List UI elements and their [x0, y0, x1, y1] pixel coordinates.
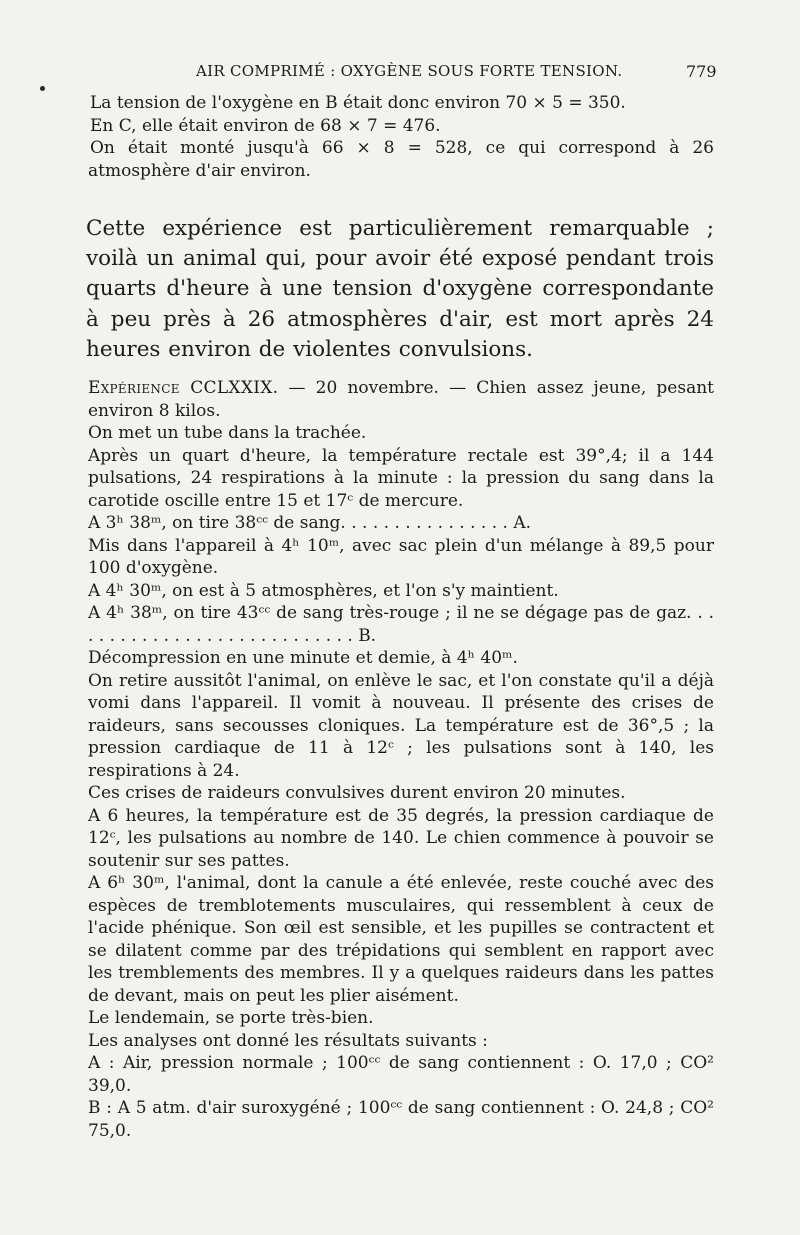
paragraph-next-day: Le lendemain, se porte très-bien.: [88, 1008, 374, 1029]
paragraph-tremors: A 6ʰ 30ᵐ, l'animal, dont la canule a été enlevée, reste couché avec des espèces de tremblotements musculaires, qui ressemblent à ceux de l'acide phénique. Son œil est sensible, et les pupilles se contractent et se dilatent comme par des trépidations qui semblent en rapport avec les tremblements des membres. Il y a quelques raideurs dans les pattes de devant, mais on peut les plier aisément.: [88, 873, 714, 1006]
running-header: [0, 62, 800, 84]
paragraph-analyses-intro: Les analyses ont donné les résultats suivants :: [88, 1030, 488, 1051]
experiment-heading: [88, 377, 714, 422]
paragraph-tension-b: La tension de l'oxygène en B était donc environ 70 × 5 = 350.: [90, 93, 626, 113]
paragraph-five-atm: A 4ʰ 30ᵐ, on est à 5 atmosphères, et l'on s'y maintient.: [88, 580, 559, 601]
paragraph-sample-a: A 3ʰ 38ᵐ, on tire 38ᶜᶜ de sang. . . . . . . . . . . . . . . . A.: [88, 513, 532, 534]
paragraph-initial-state: Après un quart d'heure, la température rectale est 39°,4; il a 144 pulsations, 24 respirations à la minute : la pression du sang dans la carotide oscille entre 15 et 17ᶜ de mercure.: [88, 445, 714, 511]
paragraph-decompression: Décompression en une minute et demie, à 4ʰ 40ᵐ.: [88, 648, 518, 669]
remark-paragraph: Cette expérience est particulièrement remarquable ; voilà un animal qui, pour avoir été exposé pendant trois quarts d'heure à une tension d'oxygène correspondante à peu près à 26 atmosphères d'air, est mort après 24 heures environ de violentes convulsions.: [86, 216, 714, 362]
paragraph-tension-c: En C, elle était environ de 68 × 7 = 476.: [90, 115, 441, 136]
paragraph-tube: On met un tube dans la trachée.: [88, 423, 367, 444]
experiment-number: Expérience CCLXXIX.: [88, 378, 279, 399]
paragraph-in-apparatus: Mis dans l'appareil à 4ʰ 10ᵐ, avec sac plein d'un mélange à 89,5 pour 100 d'oxygène.: [88, 535, 714, 579]
paragraph-crises-duration: Ces crises de raideurs convulsives durent environ 20 minutes.: [88, 783, 626, 804]
running-title: AIR COMPRIMÉ : OXYGÈNE SOUS FORTE TENSION.: [196, 62, 623, 80]
margin-dot: [40, 86, 45, 91]
page-number: 779: [686, 62, 717, 81]
paragraph-sample-b: A 4ʰ 38ᵐ, on tire 43ᶜᶜ de sang très-rouge ; il ne se dégage pas de gaz. . . . . . . . . . . . . . . . . . . . . . . . . . . . B.: [88, 603, 714, 646]
paragraph-six-hours: A 6 heures, la température est de 35 degrés, la pression cardiaque de 12ᶜ, les pulsations au nombre de 140. Le chien commence à pouvoir se soutenir sur ses pattes.: [88, 805, 714, 871]
paragraph-crises: On retire aussitôt l'animal, on enlève le sac, et l'on constate qu'il a déjà vomi dans l'appareil. Il vomit à nouveau. Il présente des crises de raideurs, sans secousses cloniques. La température est de 36°,5 ; la pression cardiaque de 11 à 12ᶜ ; les pulsations sont à 140, les respirations à 24.: [88, 670, 714, 781]
paragraph-tension-max: On était monté jusqu'à 66 × 8 = 528, ce qui correspond à 26 atmosphère d'air environ.: [88, 138, 714, 181]
paragraph-result-a: A : Air, pression normale ; 100ᶜᶜ de sang contiennent : O. 17,0 ; CO² 39,0.: [88, 1053, 714, 1096]
paragraph-result-b: B : A 5 atm. d'air suroxygéné ; 100ᶜᶜ de sang contiennent : O. 24,8 ; CO² 75,0.: [88, 1098, 714, 1141]
experiment-subject: — 20 novembre. — Chien assez jeune, pesant environ 8 kilos.: [88, 378, 714, 421]
body-text: [88, 92, 714, 1142]
